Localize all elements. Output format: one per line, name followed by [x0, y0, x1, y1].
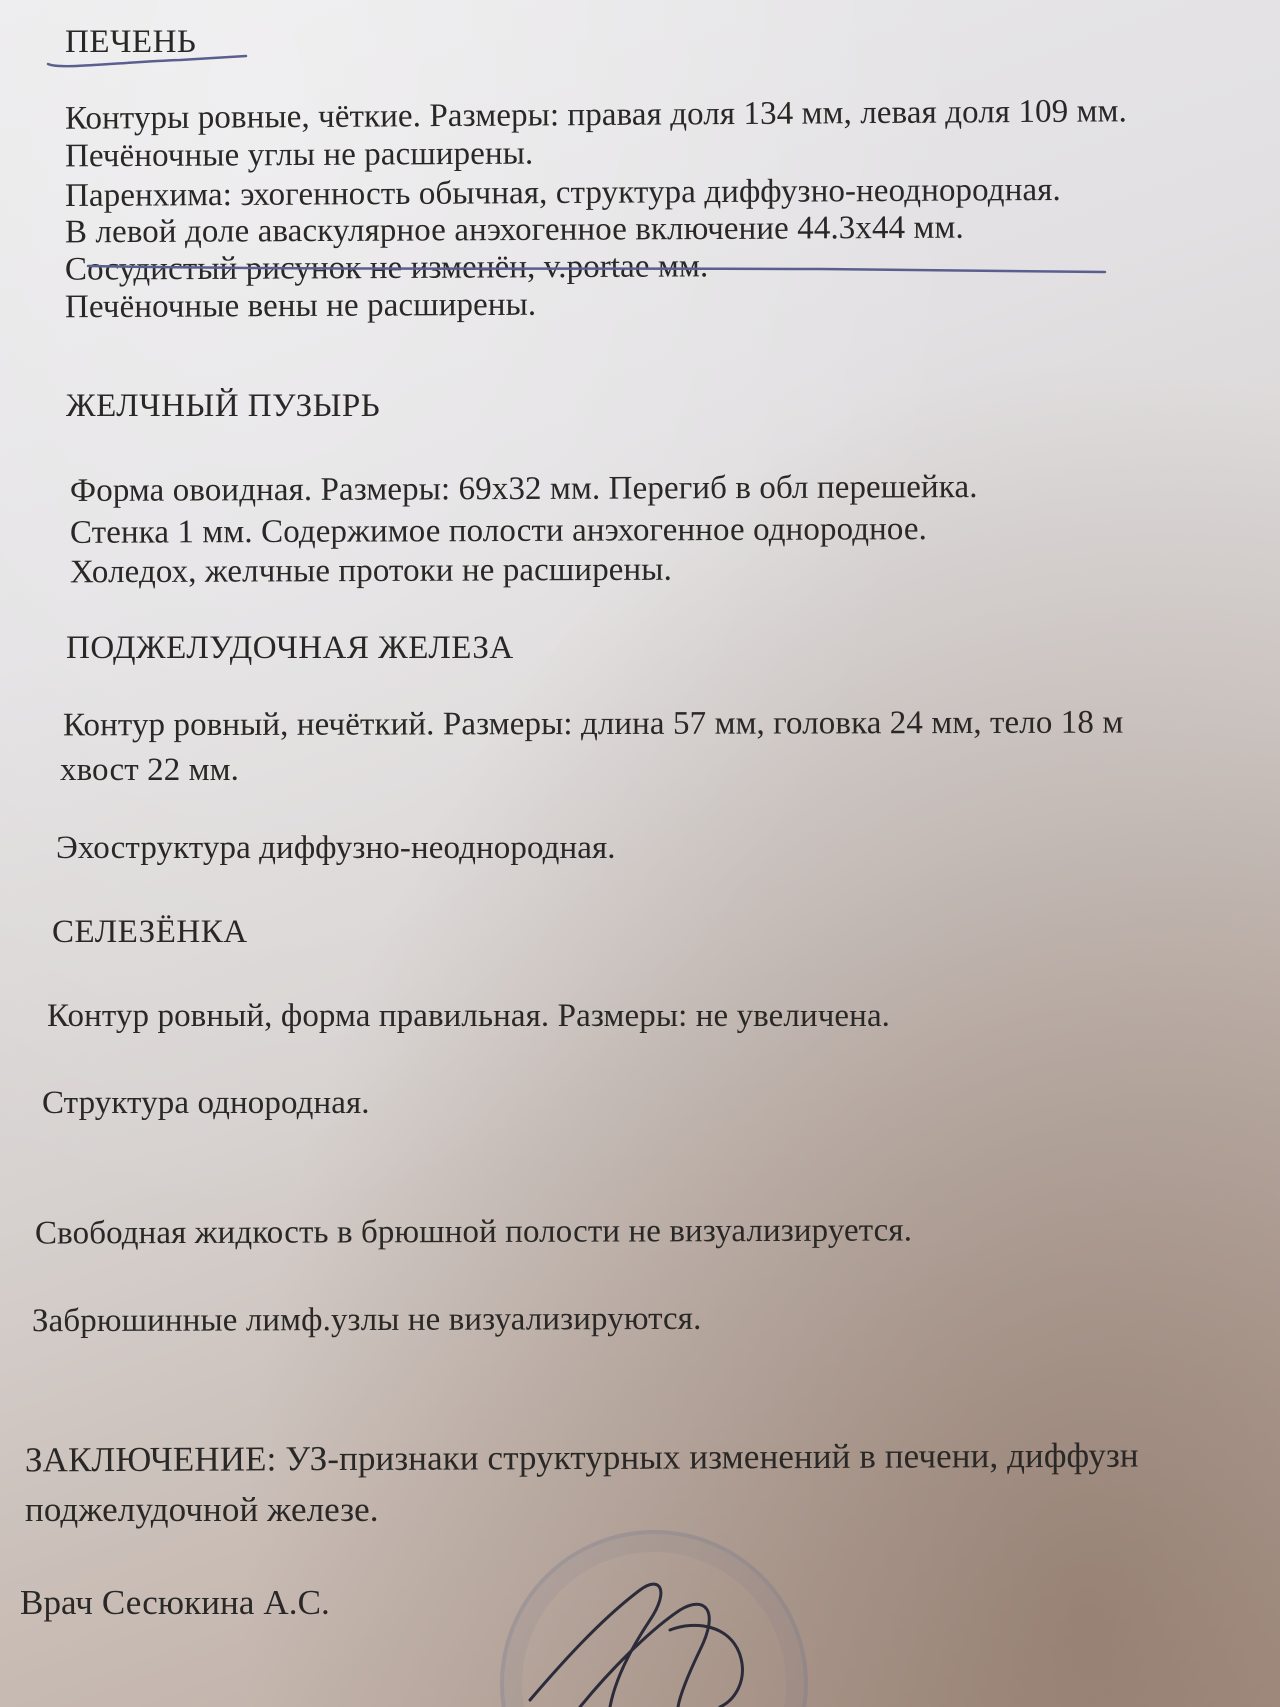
section-heading-gallbladder: ЖЕЛЧНЫЙ ПУЗЫРЬ	[66, 388, 381, 424]
spleen-line-1: Контур ровный, форма правильная. Размеры: не увеличена.	[47, 998, 891, 1034]
liver-line-6: Печёночные вены не расширены.	[64, 286, 537, 326]
pancreas-line-2: хвост 22 мм.	[60, 752, 239, 788]
section-heading-liver: ПЕЧЕНЬ	[65, 24, 197, 60]
conclusion-line-2: поджелудочной железе.	[25, 1490, 379, 1529]
free-fluid-line: Свободная жидкость в брюшной полости не визуализируется.	[34, 1212, 913, 1252]
liver-line-5: Сосудистый рисунок не изменён, v.portae мм.	[64, 248, 709, 288]
pancreas-line-1: Контур ровный, нечёткий. Размеры: длина 57 мм, головка 24 мм, тело 18 м	[62, 704, 1124, 744]
section-heading-pancreas: ПОДЖЕЛУДОЧНАЯ ЖЕЛЕЗА	[66, 630, 514, 666]
liver-line-4: В левой доле аваскулярное анэхогенное включение 44.3х44 мм.	[64, 209, 964, 251]
conclusion-line-1: ЗАКЛЮЧЕНИЕ: УЗ-признаки структурных изменений в печени, диффузн	[24, 1435, 1139, 1480]
liver-line-3: Паренхима: эхогенность обычная, структура диффузно-неоднородная.	[64, 171, 1061, 215]
doctor-signature-line: Врач Сесюкина А.С.	[20, 1583, 330, 1622]
gallbladder-line-1: Форма овоидная. Размеры: 69х32 мм. Перегиб в обл перешейка.	[69, 469, 978, 509]
liver-line-2: Печёночные углы не расширены.	[64, 135, 534, 175]
section-heading-spleen: СЕЛЕЗЁНКА	[52, 914, 248, 950]
lymph-nodes-line: Забрюшинные лимф.узлы не визуализируются.	[31, 1300, 702, 1340]
spleen-line-2: Структура однородная.	[42, 1085, 370, 1121]
gallbladder-line-2: Стенка 1 мм. Содержимое полости анэхогенное однородное.	[69, 511, 928, 551]
handwritten-signature	[520, 1570, 780, 1707]
gallbladder-line-3: Холедох, желчные протоки не расширены.	[69, 551, 672, 591]
liver-line-1: Контуры ровные, чёткие. Размеры: правая доля 134 мм, левая доля 109 мм.	[64, 93, 1128, 137]
pancreas-line-3: Эхоструктура диффузно-неоднородная.	[56, 830, 616, 866]
